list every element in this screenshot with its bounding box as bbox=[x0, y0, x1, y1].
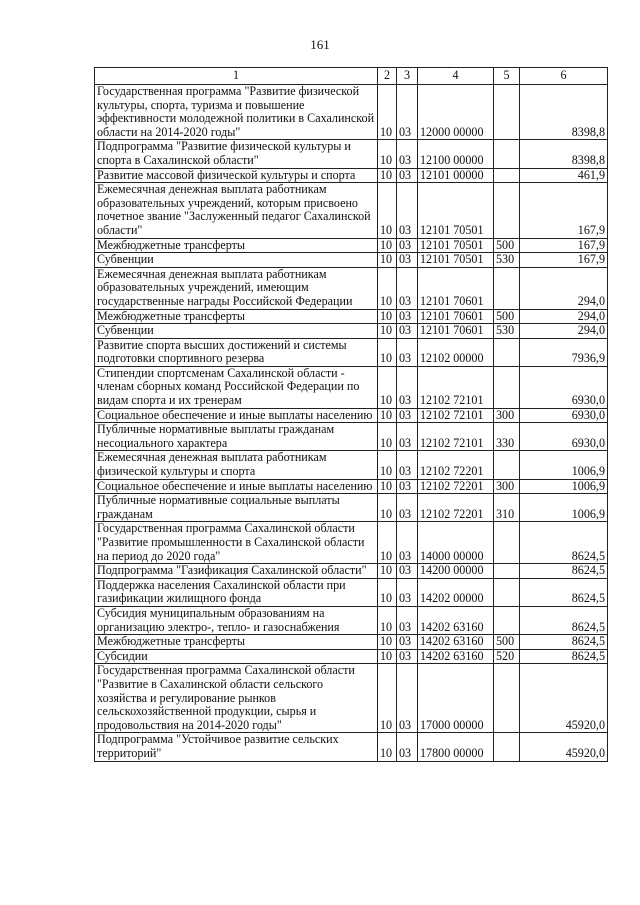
section-cell: 10 bbox=[378, 338, 397, 366]
table-row bbox=[95, 649, 608, 664]
section-cell: 10 bbox=[378, 238, 397, 253]
target-article-cell: 14000 00000 bbox=[418, 522, 494, 564]
target-article-cell: 12000 00000 bbox=[418, 85, 494, 140]
expense-type-cell bbox=[494, 733, 520, 761]
amount-cell: 1006,9 bbox=[520, 479, 608, 494]
subsection-cell: 03 bbox=[397, 168, 418, 183]
item-name-cell: Поддержка населения Сахалинской области при газификации жилищного фонда bbox=[95, 578, 378, 606]
table-row bbox=[95, 522, 608, 564]
table-row bbox=[95, 494, 608, 522]
table-row bbox=[95, 479, 608, 494]
expense-type-cell: 520 bbox=[494, 649, 520, 664]
header-col-3: 3 bbox=[397, 68, 418, 85]
amount-cell: 8624,5 bbox=[520, 635, 608, 650]
subsection-cell: 03 bbox=[397, 324, 418, 339]
amount-cell: 8624,5 bbox=[520, 522, 608, 564]
table-row bbox=[95, 140, 608, 168]
table-row bbox=[95, 664, 608, 733]
section-cell: 10 bbox=[378, 267, 397, 309]
item-name-cell: Публичные нормативные выплаты гражданам несоциального характера bbox=[95, 423, 378, 451]
header-col-4: 4 bbox=[418, 68, 494, 85]
item-name-cell: Подпрограмма "Газификация Сахалинской области" bbox=[95, 564, 378, 579]
amount-cell: 167,9 bbox=[520, 238, 608, 253]
header-col-5: 5 bbox=[494, 68, 520, 85]
item-name-cell: Развитие массовой физической культуры и спорта bbox=[95, 168, 378, 183]
table-row bbox=[95, 238, 608, 253]
target-article-cell: 17800 00000 bbox=[418, 733, 494, 761]
subsection-cell: 03 bbox=[397, 85, 418, 140]
item-name-cell: Субсидии bbox=[95, 649, 378, 664]
table-row bbox=[95, 606, 608, 634]
section-cell: 10 bbox=[378, 183, 397, 238]
target-article-cell: 12102 72101 bbox=[418, 408, 494, 423]
subsection-cell: 03 bbox=[397, 522, 418, 564]
target-article-cell: 12102 72101 bbox=[418, 423, 494, 451]
amount-cell: 167,9 bbox=[520, 183, 608, 238]
expense-type-cell bbox=[494, 451, 520, 479]
expense-type-cell bbox=[494, 168, 520, 183]
table-header-row bbox=[95, 68, 608, 85]
expense-type-cell: 500 bbox=[494, 238, 520, 253]
section-cell: 10 bbox=[378, 408, 397, 423]
item-name-cell: Социальное обеспечение и иные выплаты населению bbox=[95, 408, 378, 423]
amount-cell: 8398,8 bbox=[520, 140, 608, 168]
target-article-cell: 12101 70601 bbox=[418, 324, 494, 339]
expense-type-cell bbox=[494, 366, 520, 408]
amount-cell: 8398,8 bbox=[520, 85, 608, 140]
amount-cell: 8624,5 bbox=[520, 564, 608, 579]
section-cell: 10 bbox=[378, 309, 397, 324]
section-cell: 10 bbox=[378, 664, 397, 733]
amount-cell: 294,0 bbox=[520, 267, 608, 309]
item-name-cell: Межбюджетные трансферты bbox=[95, 635, 378, 650]
table-row bbox=[95, 253, 608, 268]
item-name-cell: Субвенции bbox=[95, 324, 378, 339]
subsection-cell: 03 bbox=[397, 309, 418, 324]
section-cell: 10 bbox=[378, 366, 397, 408]
target-article-cell: 17000 00000 bbox=[418, 664, 494, 733]
item-name-cell: Межбюджетные трансферты bbox=[95, 309, 378, 324]
target-article-cell: 12101 70501 bbox=[418, 238, 494, 253]
amount-cell: 1006,9 bbox=[520, 451, 608, 479]
subsection-cell: 03 bbox=[397, 494, 418, 522]
section-cell: 10 bbox=[378, 578, 397, 606]
page-number: 161 bbox=[310, 37, 330, 52]
amount-cell: 8624,5 bbox=[520, 606, 608, 634]
item-name-cell: Социальное обеспечение и иные выплаты населению bbox=[95, 479, 378, 494]
amount-cell: 294,0 bbox=[520, 309, 608, 324]
target-article-cell: 14202 63160 bbox=[418, 649, 494, 664]
table-row bbox=[95, 267, 608, 309]
amount-cell: 7936,9 bbox=[520, 338, 608, 366]
subsection-cell: 03 bbox=[397, 649, 418, 664]
table-row bbox=[95, 635, 608, 650]
target-article-cell: 12102 72201 bbox=[418, 451, 494, 479]
section-cell: 10 bbox=[378, 140, 397, 168]
section-cell: 10 bbox=[378, 649, 397, 664]
section-cell: 10 bbox=[378, 85, 397, 140]
amount-cell: 1006,9 bbox=[520, 494, 608, 522]
amount-cell: 8624,5 bbox=[520, 578, 608, 606]
subsection-cell: 03 bbox=[397, 183, 418, 238]
budget-table bbox=[94, 67, 608, 762]
target-article-cell: 12101 70501 bbox=[418, 253, 494, 268]
subsection-cell: 03 bbox=[397, 267, 418, 309]
target-article-cell: 12101 70601 bbox=[418, 309, 494, 324]
expense-type-cell: 530 bbox=[494, 253, 520, 268]
expense-type-cell: 500 bbox=[494, 635, 520, 650]
section-cell: 10 bbox=[378, 423, 397, 451]
amount-cell: 6930,0 bbox=[520, 366, 608, 408]
subsection-cell: 03 bbox=[397, 451, 418, 479]
target-article-cell: 12102 72101 bbox=[418, 366, 494, 408]
subsection-cell: 03 bbox=[397, 564, 418, 579]
table-row bbox=[95, 366, 608, 408]
target-article-cell: 12102 00000 bbox=[418, 338, 494, 366]
table-row bbox=[95, 578, 608, 606]
expense-type-cell bbox=[494, 664, 520, 733]
table-row bbox=[95, 338, 608, 366]
expense-type-cell: 310 bbox=[494, 494, 520, 522]
section-cell: 10 bbox=[378, 253, 397, 268]
table-row bbox=[95, 183, 608, 238]
table-row bbox=[95, 733, 608, 761]
amount-cell: 461,9 bbox=[520, 168, 608, 183]
section-cell: 10 bbox=[378, 522, 397, 564]
amount-cell: 45920,0 bbox=[520, 664, 608, 733]
subsection-cell: 03 bbox=[397, 664, 418, 733]
target-article-cell: 14202 63160 bbox=[418, 606, 494, 634]
section-cell: 10 bbox=[378, 606, 397, 634]
item-name-cell: Государственная программа Сахалинской области "Развитие в Сахалинской области сельского хозяйства и регулирование рынков сельскохозяйственной продукции, сырья и продовольствия на 2014-2020 годы" bbox=[95, 664, 378, 733]
item-name-cell: Стипендии спортсменам Сахалинской области - членам сборных команд Российской Федерации по видам спорта и их тренерам bbox=[95, 366, 378, 408]
amount-cell: 167,9 bbox=[520, 253, 608, 268]
table-row bbox=[95, 168, 608, 183]
item-name-cell: Подпрограмма "Устойчивое развитие сельских территорий" bbox=[95, 733, 378, 761]
target-article-cell: 12100 00000 bbox=[418, 140, 494, 168]
amount-cell: 6930,0 bbox=[520, 423, 608, 451]
expense-type-cell bbox=[494, 140, 520, 168]
subsection-cell: 03 bbox=[397, 733, 418, 761]
expense-type-cell bbox=[494, 85, 520, 140]
expense-type-cell bbox=[494, 564, 520, 579]
section-cell: 10 bbox=[378, 494, 397, 522]
subsection-cell: 03 bbox=[397, 408, 418, 423]
section-cell: 10 bbox=[378, 479, 397, 494]
expense-type-cell bbox=[494, 578, 520, 606]
section-cell: 10 bbox=[378, 168, 397, 183]
amount-cell: 45920,0 bbox=[520, 733, 608, 761]
subsection-cell: 03 bbox=[397, 635, 418, 650]
subsection-cell: 03 bbox=[397, 238, 418, 253]
section-cell: 10 bbox=[378, 564, 397, 579]
subsection-cell: 03 bbox=[397, 253, 418, 268]
item-name-cell: Субвенции bbox=[95, 253, 378, 268]
target-article-cell: 12102 72201 bbox=[418, 494, 494, 522]
target-article-cell: 14202 00000 bbox=[418, 578, 494, 606]
subsection-cell: 03 bbox=[397, 606, 418, 634]
item-name-cell: Государственная программа Сахалинской области "Развитие промышленности в Сахалинской области на период до 2020 года" bbox=[95, 522, 378, 564]
table-row bbox=[95, 408, 608, 423]
item-name-cell: Развитие спорта высших достижений и системы подготовки спортивного резерва bbox=[95, 338, 378, 366]
item-name-cell: Государственная программа "Развитие физической культуры, спорта, туризма и повышение эффективности молодежной политики в Сахалинской области на 2014-2020 годы" bbox=[95, 85, 378, 140]
item-name-cell: Субсидия муниципальным образованиям на организацию электро-, тепло- и газоснабжения bbox=[95, 606, 378, 634]
table-row bbox=[95, 564, 608, 579]
subsection-cell: 03 bbox=[397, 423, 418, 451]
amount-cell: 6930,0 bbox=[520, 408, 608, 423]
expense-type-cell: 530 bbox=[494, 324, 520, 339]
section-cell: 10 bbox=[378, 451, 397, 479]
expense-type-cell bbox=[494, 606, 520, 634]
table-row bbox=[95, 451, 608, 479]
section-cell: 10 bbox=[378, 635, 397, 650]
table-row bbox=[95, 309, 608, 324]
expense-type-cell bbox=[494, 183, 520, 238]
item-name-cell: Подпрограмма "Развитие физической культуры и спорта в Сахалинской области" bbox=[95, 140, 378, 168]
section-cell: 10 bbox=[378, 733, 397, 761]
subsection-cell: 03 bbox=[397, 479, 418, 494]
target-article-cell: 14200 00000 bbox=[418, 564, 494, 579]
table-row bbox=[95, 423, 608, 451]
expense-type-cell: 330 bbox=[494, 423, 520, 451]
target-article-cell: 12101 70501 bbox=[418, 183, 494, 238]
expense-type-cell: 300 bbox=[494, 479, 520, 494]
header-col-2: 2 bbox=[378, 68, 397, 85]
expense-type-cell bbox=[494, 522, 520, 564]
amount-cell: 8624,5 bbox=[520, 649, 608, 664]
item-name-cell: Ежемесячная денежная выплата работникам физической культуры и спорта bbox=[95, 451, 378, 479]
target-article-cell: 12102 72201 bbox=[418, 479, 494, 494]
target-article-cell: 14202 63160 bbox=[418, 635, 494, 650]
subsection-cell: 03 bbox=[397, 366, 418, 408]
subsection-cell: 03 bbox=[397, 338, 418, 366]
item-name-cell: Ежемесячная денежная выплата работникам образовательных учреждений, имеющим государственные награды Российской Федерации bbox=[95, 267, 378, 309]
target-article-cell: 12101 70601 bbox=[418, 267, 494, 309]
table-row bbox=[95, 85, 608, 140]
subsection-cell: 03 bbox=[397, 140, 418, 168]
expense-type-cell bbox=[494, 267, 520, 309]
table-row bbox=[95, 324, 608, 339]
item-name-cell: Публичные нормативные социальные выплаты гражданам bbox=[95, 494, 378, 522]
subsection-cell: 03 bbox=[397, 578, 418, 606]
header-col-6: 6 bbox=[520, 68, 608, 85]
header-col-1: 1 bbox=[95, 68, 378, 85]
item-name-cell: Ежемесячная денежная выплата работникам образовательных учреждений, которым присвоено почетное звание "Заслуженный педагог Сахалинской области" bbox=[95, 183, 378, 238]
target-article-cell: 12101 00000 bbox=[418, 168, 494, 183]
expense-type-cell: 300 bbox=[494, 408, 520, 423]
expense-type-cell: 500 bbox=[494, 309, 520, 324]
amount-cell: 294,0 bbox=[520, 324, 608, 339]
item-name-cell: Межбюджетные трансферты bbox=[95, 238, 378, 253]
expense-type-cell bbox=[494, 338, 520, 366]
section-cell: 10 bbox=[378, 324, 397, 339]
